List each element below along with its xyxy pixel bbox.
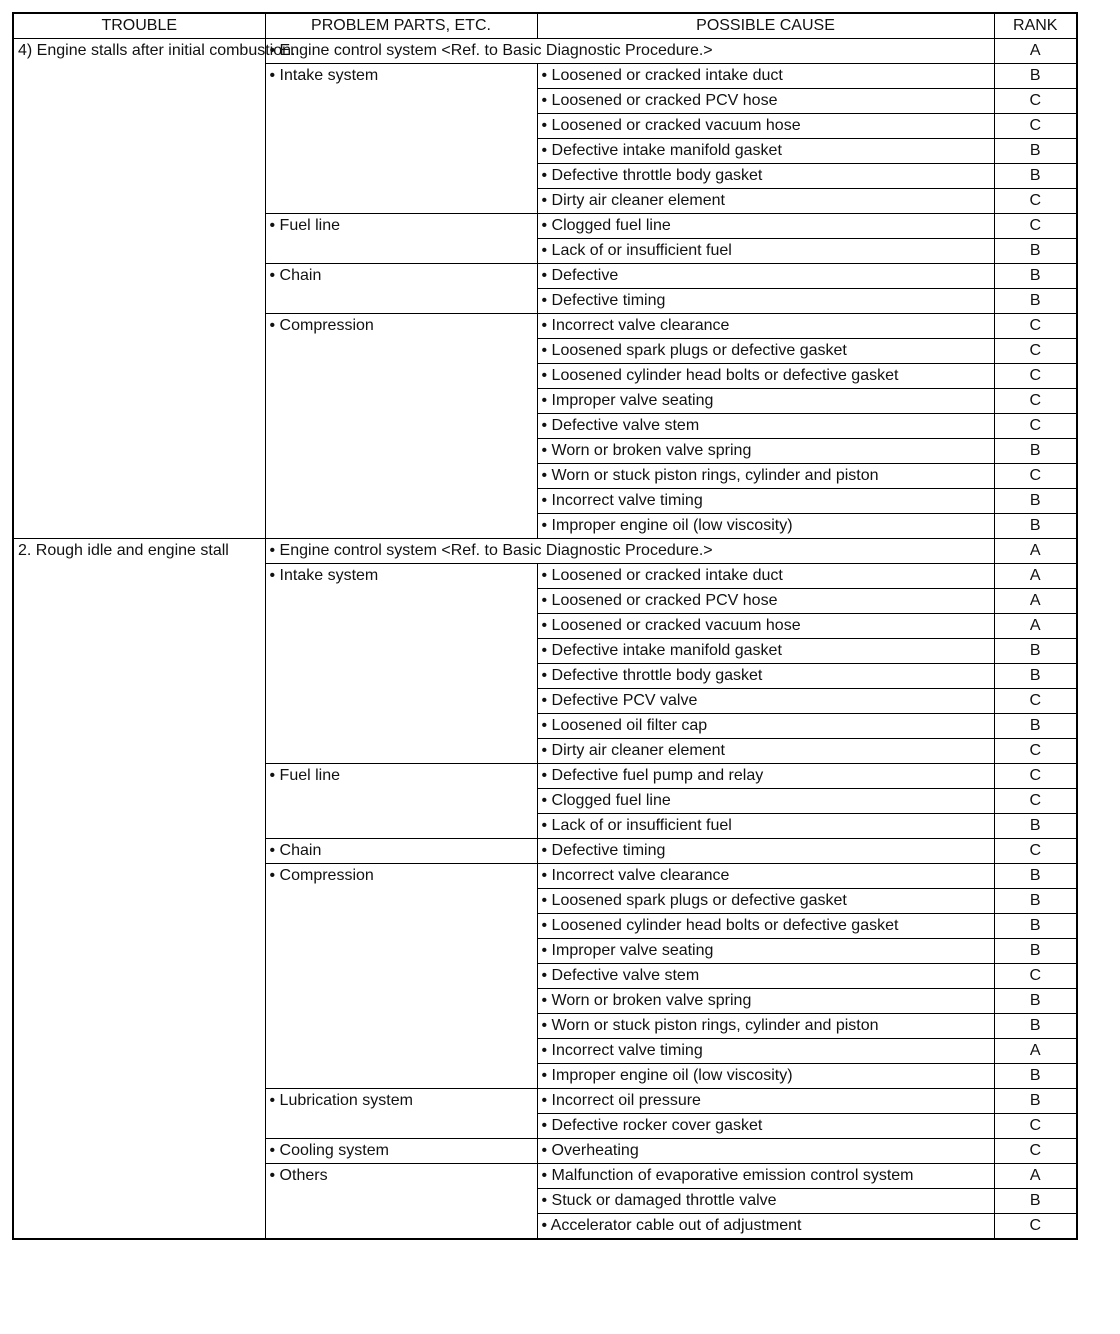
possible-cause-cell: • Clogged fuel line (537, 214, 994, 239)
rank-cell: C (994, 214, 1077, 239)
problem-part-cell: • Others (265, 1164, 537, 1240)
rank-cell: B (994, 1064, 1077, 1089)
rank-cell: A (994, 589, 1077, 614)
possible-cause-cell: • Clogged fuel line (537, 789, 994, 814)
rank-cell: B (994, 889, 1077, 914)
rank-cell: B (994, 514, 1077, 539)
rank-cell: B (994, 664, 1077, 689)
possible-cause-cell: • Defective throttle body gasket (537, 664, 994, 689)
rank-cell: C (994, 414, 1077, 439)
possible-cause-cell: • Loosened spark plugs or defective gasket (537, 889, 994, 914)
rank-cell: B (994, 939, 1077, 964)
possible-cause-cell: • Lack of or insufficient fuel (537, 814, 994, 839)
rank-cell: A (994, 1039, 1077, 1064)
possible-cause-cell: • Defective intake manifold gasket (537, 139, 994, 164)
rank-cell: B (994, 864, 1077, 889)
rank-cell: C (994, 839, 1077, 864)
rank-cell: C (994, 89, 1077, 114)
possible-cause-cell: • Incorrect valve clearance (537, 864, 994, 889)
problem-part-cell: • Engine control system <Ref. to Basic Diagnostic Procedure.> (265, 39, 994, 64)
rank-cell: B (994, 814, 1077, 839)
rank-cell: B (994, 289, 1077, 314)
possible-cause-cell: • Dirty air cleaner element (537, 189, 994, 214)
diagnosis-table (12, 12, 1078, 1240)
possible-cause-cell: • Improper valve seating (537, 939, 994, 964)
possible-cause-cell: • Defective throttle body gasket (537, 164, 994, 189)
rank-cell: C (994, 789, 1077, 814)
rank-cell: B (994, 1089, 1077, 1114)
possible-cause-cell: • Loosened spark plugs or defective gasket (537, 339, 994, 364)
possible-cause-cell: • Improper engine oil (low viscosity) (537, 514, 994, 539)
rank-cell: A (994, 539, 1077, 564)
possible-cause-cell: • Loosened oil filter cap (537, 714, 994, 739)
possible-cause-cell: • Loosened cylinder head bolts or defective gasket (537, 914, 994, 939)
rank-cell: B (994, 489, 1077, 514)
rank-cell: C (994, 464, 1077, 489)
problem-part-cell: • Intake system (265, 564, 537, 764)
trouble-cell: 4) Engine stalls after initial combustion. (13, 39, 265, 539)
rank-cell: B (994, 714, 1077, 739)
possible-cause-cell: • Accelerator cable out of adjustment (537, 1214, 994, 1240)
rank-cell: B (994, 239, 1077, 264)
possible-cause-cell: • Lack of or insufficient fuel (537, 239, 994, 264)
rank-cell: C (994, 339, 1077, 364)
possible-cause-cell: • Defective timing (537, 289, 994, 314)
possible-cause-cell: • Loosened or cracked vacuum hose (537, 114, 994, 139)
rank-cell: C (994, 739, 1077, 764)
rank-cell: C (994, 1139, 1077, 1164)
possible-cause-cell: • Defective intake manifold gasket (537, 639, 994, 664)
rank-cell: C (994, 114, 1077, 139)
rank-cell: C (994, 364, 1077, 389)
possible-cause-cell: • Incorrect valve timing (537, 1039, 994, 1064)
possible-cause-cell: • Defective valve stem (537, 964, 994, 989)
header-row (13, 13, 1077, 39)
problem-part-cell: • Fuel line (265, 764, 537, 839)
problem-part-cell: • Fuel line (265, 214, 537, 264)
header-rank: RANK (994, 13, 1077, 39)
rank-cell: C (994, 1114, 1077, 1139)
possible-cause-cell: • Defective timing (537, 839, 994, 864)
problem-part-cell: • Engine control system <Ref. to Basic Diagnostic Procedure.> (265, 539, 994, 564)
problem-part-cell: • Chain (265, 839, 537, 864)
rank-cell: A (994, 1164, 1077, 1189)
rank-cell: B (994, 264, 1077, 289)
problem-part-cell: • Compression (265, 864, 537, 1089)
header-possible-cause: POSSIBLE CAUSE (537, 13, 994, 39)
rank-cell: B (994, 1189, 1077, 1214)
rank-cell: B (994, 1014, 1077, 1039)
possible-cause-cell: • Loosened cylinder head bolts or defective gasket (537, 364, 994, 389)
possible-cause-cell: • Worn or stuck piston rings, cylinder and piston (537, 1014, 994, 1039)
rank-cell: C (994, 314, 1077, 339)
rank-cell: B (994, 439, 1077, 464)
possible-cause-cell: • Worn or broken valve spring (537, 989, 994, 1014)
rank-cell: B (994, 639, 1077, 664)
possible-cause-cell: • Loosened or cracked PCV hose (537, 589, 994, 614)
problem-part-cell: • Cooling system (265, 1139, 537, 1164)
rank-cell: C (994, 389, 1077, 414)
possible-cause-cell: • Defective fuel pump and relay (537, 764, 994, 789)
possible-cause-cell: • Incorrect valve clearance (537, 314, 994, 339)
table-row (13, 539, 1077, 564)
rank-cell: B (994, 989, 1077, 1014)
rank-cell: B (994, 64, 1077, 89)
rank-cell: C (994, 764, 1077, 789)
possible-cause-cell: • Loosened or cracked intake duct (537, 64, 994, 89)
problem-part-cell: • Chain (265, 264, 537, 314)
rank-cell: A (994, 614, 1077, 639)
possible-cause-cell: • Improper valve seating (537, 389, 994, 414)
possible-cause-cell: • Improper engine oil (low viscosity) (537, 1064, 994, 1089)
possible-cause-cell: • Incorrect valve timing (537, 489, 994, 514)
possible-cause-cell: • Stuck or damaged throttle valve (537, 1189, 994, 1214)
trouble-cell: 2. Rough idle and engine stall (13, 539, 265, 1240)
possible-cause-cell: • Defective (537, 264, 994, 289)
rank-cell: B (994, 139, 1077, 164)
rank-cell: B (994, 164, 1077, 189)
possible-cause-cell: • Defective valve stem (537, 414, 994, 439)
possible-cause-cell: • Worn or broken valve spring (537, 439, 994, 464)
rank-cell: C (994, 189, 1077, 214)
possible-cause-cell: • Overheating (537, 1139, 994, 1164)
possible-cause-cell: • Loosened or cracked vacuum hose (537, 614, 994, 639)
possible-cause-cell: • Incorrect oil pressure (537, 1089, 994, 1114)
rank-cell: C (994, 964, 1077, 989)
possible-cause-cell: • Loosened or cracked intake duct (537, 564, 994, 589)
rank-cell: C (994, 689, 1077, 714)
possible-cause-cell: • Malfunction of evaporative emission control system (537, 1164, 994, 1189)
possible-cause-cell: • Defective rocker cover gasket (537, 1114, 994, 1139)
header-trouble: TROUBLE (13, 13, 265, 39)
rank-cell: C (994, 1214, 1077, 1240)
rank-cell: A (994, 564, 1077, 589)
table-row (13, 39, 1077, 64)
possible-cause-cell: • Defective PCV valve (537, 689, 994, 714)
possible-cause-cell: • Dirty air cleaner element (537, 739, 994, 764)
problem-part-cell: • Compression (265, 314, 537, 539)
rank-cell: A (994, 39, 1077, 64)
problem-part-cell: • Lubrication system (265, 1089, 537, 1139)
header-problem-parts: PROBLEM PARTS, ETC. (265, 13, 537, 39)
possible-cause-cell: • Loosened or cracked PCV hose (537, 89, 994, 114)
problem-part-cell: • Intake system (265, 64, 537, 214)
possible-cause-cell: • Worn or stuck piston rings, cylinder and piston (537, 464, 994, 489)
rank-cell: B (994, 914, 1077, 939)
